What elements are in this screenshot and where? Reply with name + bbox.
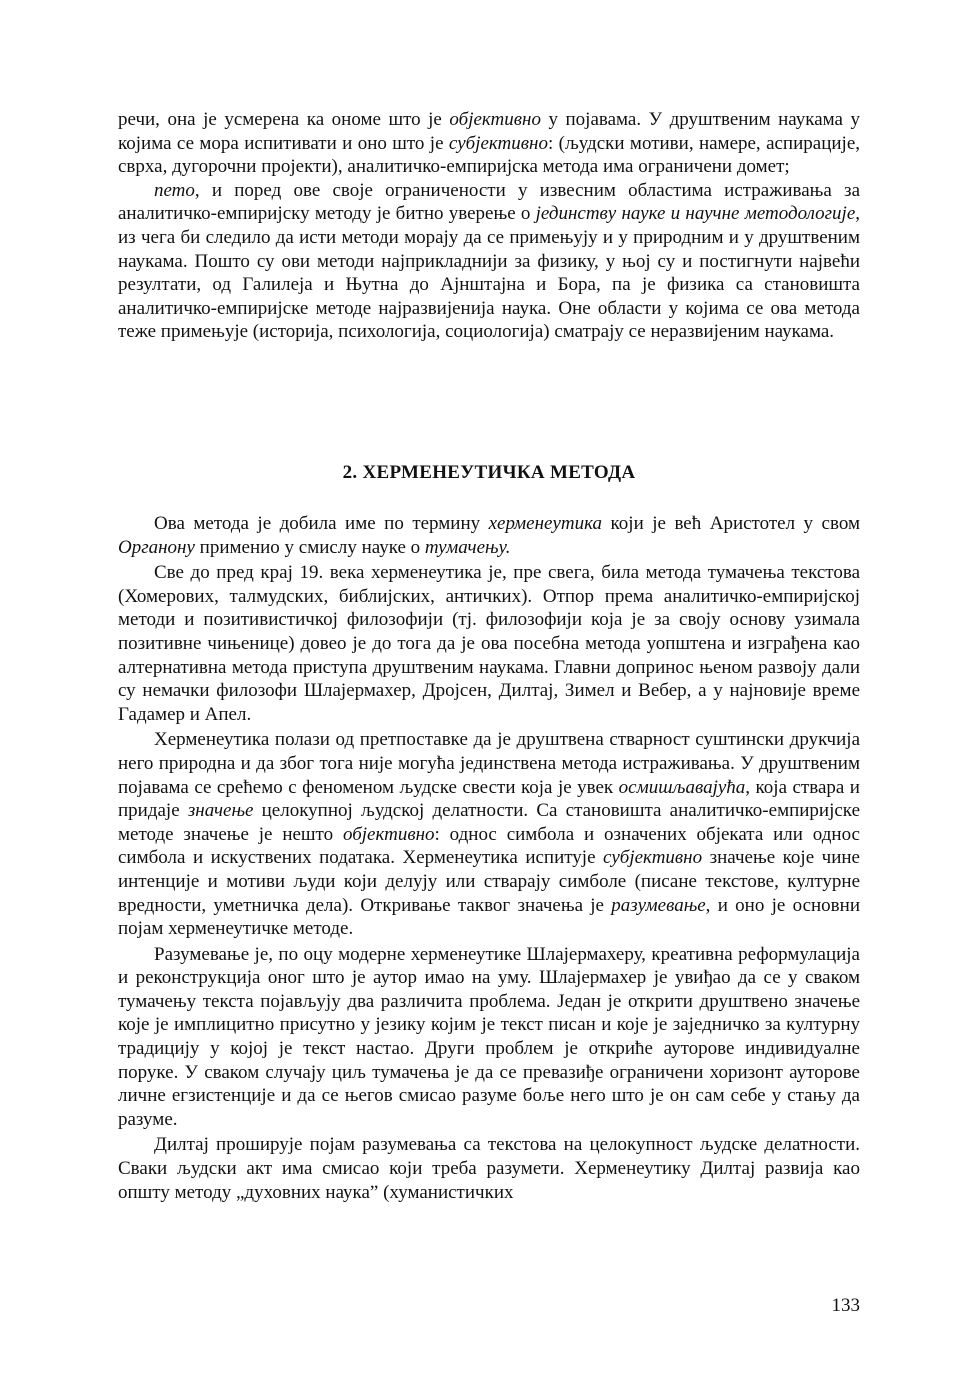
text-run: : однос симбола и означених објеката или однос симбола и искуствених података. Херменеутика испитује (118, 823, 860, 869)
italic-term: тумачењу. (424, 536, 511, 558)
italic-term: разумевање (611, 894, 706, 916)
text-run: Дилтај проширује појам разумевања са текстова на целокупност људске делатности. Сваки људски акт има смисао који треба разумети. Херменеутику Дилтај развија као општу методу „духовних наука” (хуманистичких (118, 1134, 860, 1203)
italic-term: јединству науке и научне методологије (535, 203, 856, 225)
text-run: у појавама. У друштвеним наукама у којима се мора испитивати и оно што је (118, 109, 860, 154)
text-run: , и оно је основни појам херменеутичке методе. (118, 894, 860, 940)
paragraph-dilthey (118, 1133, 860, 1204)
main-text-block (118, 512, 860, 1204)
paragraph-peto (118, 179, 860, 344)
italic-term: херменеутика (488, 513, 603, 534)
italic-term: Органону (118, 536, 195, 558)
text-run: који је већ Аристотел у свом (602, 513, 860, 534)
text-run: речи, она је усмерена ка ономе што је (118, 109, 450, 130)
text-run: Херменеутика полази од претпоставке да је друштвена стварност суштински друкчија него природна и да због тога није могућа јединствена метода истраживања. У друштвеним појавама се срећемо с феноменом људске свести која је увек (118, 729, 860, 798)
paragraph-understanding (118, 943, 860, 1132)
italic-term: објективно (449, 109, 541, 130)
text-run: , и поред ове своје ограничености у извесним областима истраживања за аналитичко-емпиријску методу је битно уверење о (118, 179, 860, 225)
italic-term: пето (154, 179, 195, 201)
text-run: : (људски мотиви, намере, аспирације, сврха, дугорочни пројекти), аналитичко-емпиријска метода има ограничени домет; (118, 132, 860, 178)
text-run: , из чега би следило да исти методи морају да се примењују и у природним и у друштвеним наукама. Пошто су ови методи најприкладнији за физику, у њој су и постигнути највећи резултати, од Галилеја и Њутна до Ајнштајна и Бора, па је физика са становишта аналитичко-емпиријске методе најразвијенија наука. Оне области у којима се ова метода теже примењује (историја, психологија, социологија) сматрају се неразвијеним наукама. (118, 203, 861, 343)
text-run: значење које чине интенције и мотиви људи који делују или стварају симболе (писане текстове, културне вредности, уметничка дела). Откривање таквог значења је (118, 847, 860, 916)
italic-term: објективно (342, 823, 435, 845)
section-heading: 2. ХЕРМЕНЕУТИЧКА МЕТОДА (342, 462, 636, 483)
page-number: 133 (831, 1295, 860, 1316)
text-run: Разумевање је, по оцу модерне херменеутике Шлајермахеру, креативна реформулација и реконструкција оног што је аутор имао на уму. Шлајермахер је увиђао да се у сваком тумачењу текста појављују два различита проблема. Један је открити друштвено значење које је имплицитно присутно у језику којим је текст писан и које је заједничко за културну традицију у којој је текст настао. Други проблем је откриће ауторове индивидуалне поруке. У сваком случају циљ тумачења је да се превазиђе ограничени хоризонт ауторове личне егзистенције и да се његов смисао разуме боље него што је он сам себе у стању да разуме. (118, 943, 860, 1130)
paragraph-premise (118, 728, 860, 940)
italic-term: субјективно (603, 847, 703, 869)
top-text-block (118, 108, 860, 344)
text-run: , која ствара и придаје (118, 776, 860, 822)
paragraph-intro (118, 512, 860, 559)
text-run: целокупној људској делатности. Са становишта аналитичко-емпиријске методе значење је нешто (118, 800, 860, 845)
paragraph-history (118, 561, 860, 726)
paragraph-continuation (118, 108, 860, 179)
text-run: Све до пред крај 19. века херменеутика је, пре свега, била метода тумачења текстова (Хомерових, талмудских, библијских, античких). Отпор према аналитичко-емпиријској методи и позитивистичкој филозофији (тј. филозофији која је за своју основу узимала позитивне чињенице) довео је до тога да је ова посебна метода уопштена и изграђена као алтернативна метода приступа друштвеним наукама. Главни допринос њеном развоју дали су немачки филозофи Шлајермахер, Дројсен, Дилтај, Зимел и Вебер, а у најновије време Гадамер и Апел. (118, 562, 860, 725)
italic-term: субјективно (448, 132, 548, 154)
text-run: Ова метода је добила име по термину (154, 513, 489, 534)
italic-term: значење (187, 800, 254, 822)
italic-term: осмишљавајућа (618, 776, 746, 798)
text-run: применио у смислу науке о (194, 536, 425, 558)
